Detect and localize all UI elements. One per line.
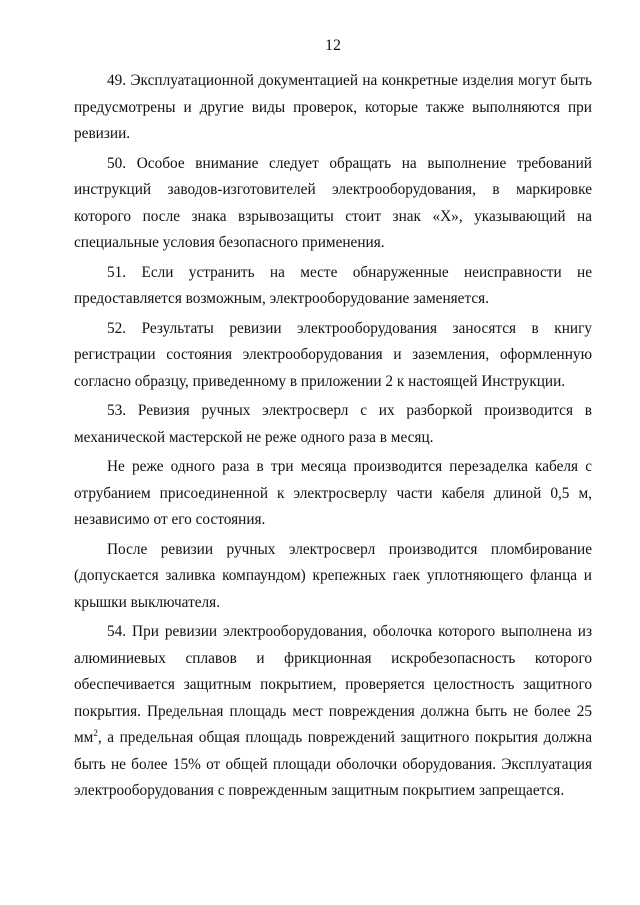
- paragraph-54: [74, 619, 592, 805]
- paragraph-53-sealing: После ревизии ручных электросверл производится пломбирование (допускается заливка компаундом) крепежных гаек уплотняющего фланца и крышки выключателя.: [74, 540, 592, 611]
- paragraph-51: 51. Если устранить на месте обнаруженные неисправности не предоставляется возможным, электрооборудование заменяется.: [74, 263, 592, 307]
- document-body: [74, 68, 592, 805]
- paragraph-53: 53. Ревизия ручных электросверл с их разборкой производится в механической мастерской не реже одного раза в месяц.: [74, 402, 592, 446]
- paragraph-54-start: 54. При ревизии электрооборудования, оболочка которого выполнена из алюминиевых сплавов и фрикционная искробезопасность которого обеспечивается защитным покрытием, проверяется целостность защитного покрытия. Предельная площадь мест повреждения должна быть не более 25 мм: [74, 623, 592, 746]
- paragraph-52: 52. Результаты ревизии электрооборудования заносятся в книгу регистрации состояния электрооборудования и заземления, оформленную согласно образцу, приведенному в приложении 2 к настоящей Инструкции.: [74, 319, 592, 390]
- paragraph-50: 50. Особое внимание следует обращать на выполнение требований инструкций заводов-изготовителей электрооборудования, в маркировке которого после знака взрывозащиты стоит знак «Х», указывающий на специальные условия безопасного применения.: [74, 154, 592, 251]
- paragraph-54-end: , а предельная общая площадь повреждений защитного покрытия должна быть не более 15% от общей площади оболочки оборудования. Эксплуатация электрооборудования с поврежденным защитным покрытием запрещается.: [74, 729, 592, 799]
- paragraph-49: 49. Эксплуатационной документацией на конкретные изделия могут быть предусмотрены и другие виды проверок, которые также выполняются при ревизии.: [74, 72, 592, 142]
- page-number: 12: [325, 37, 341, 54]
- square-superscript: 2: [93, 727, 98, 738]
- paragraph-53-cable: Не реже одного раза в три месяца производится перезаделка кабеля с отрубанием присоединенной к электросверлу части кабеля длиной 0,5 м, независимо от его состояния.: [74, 458, 592, 528]
